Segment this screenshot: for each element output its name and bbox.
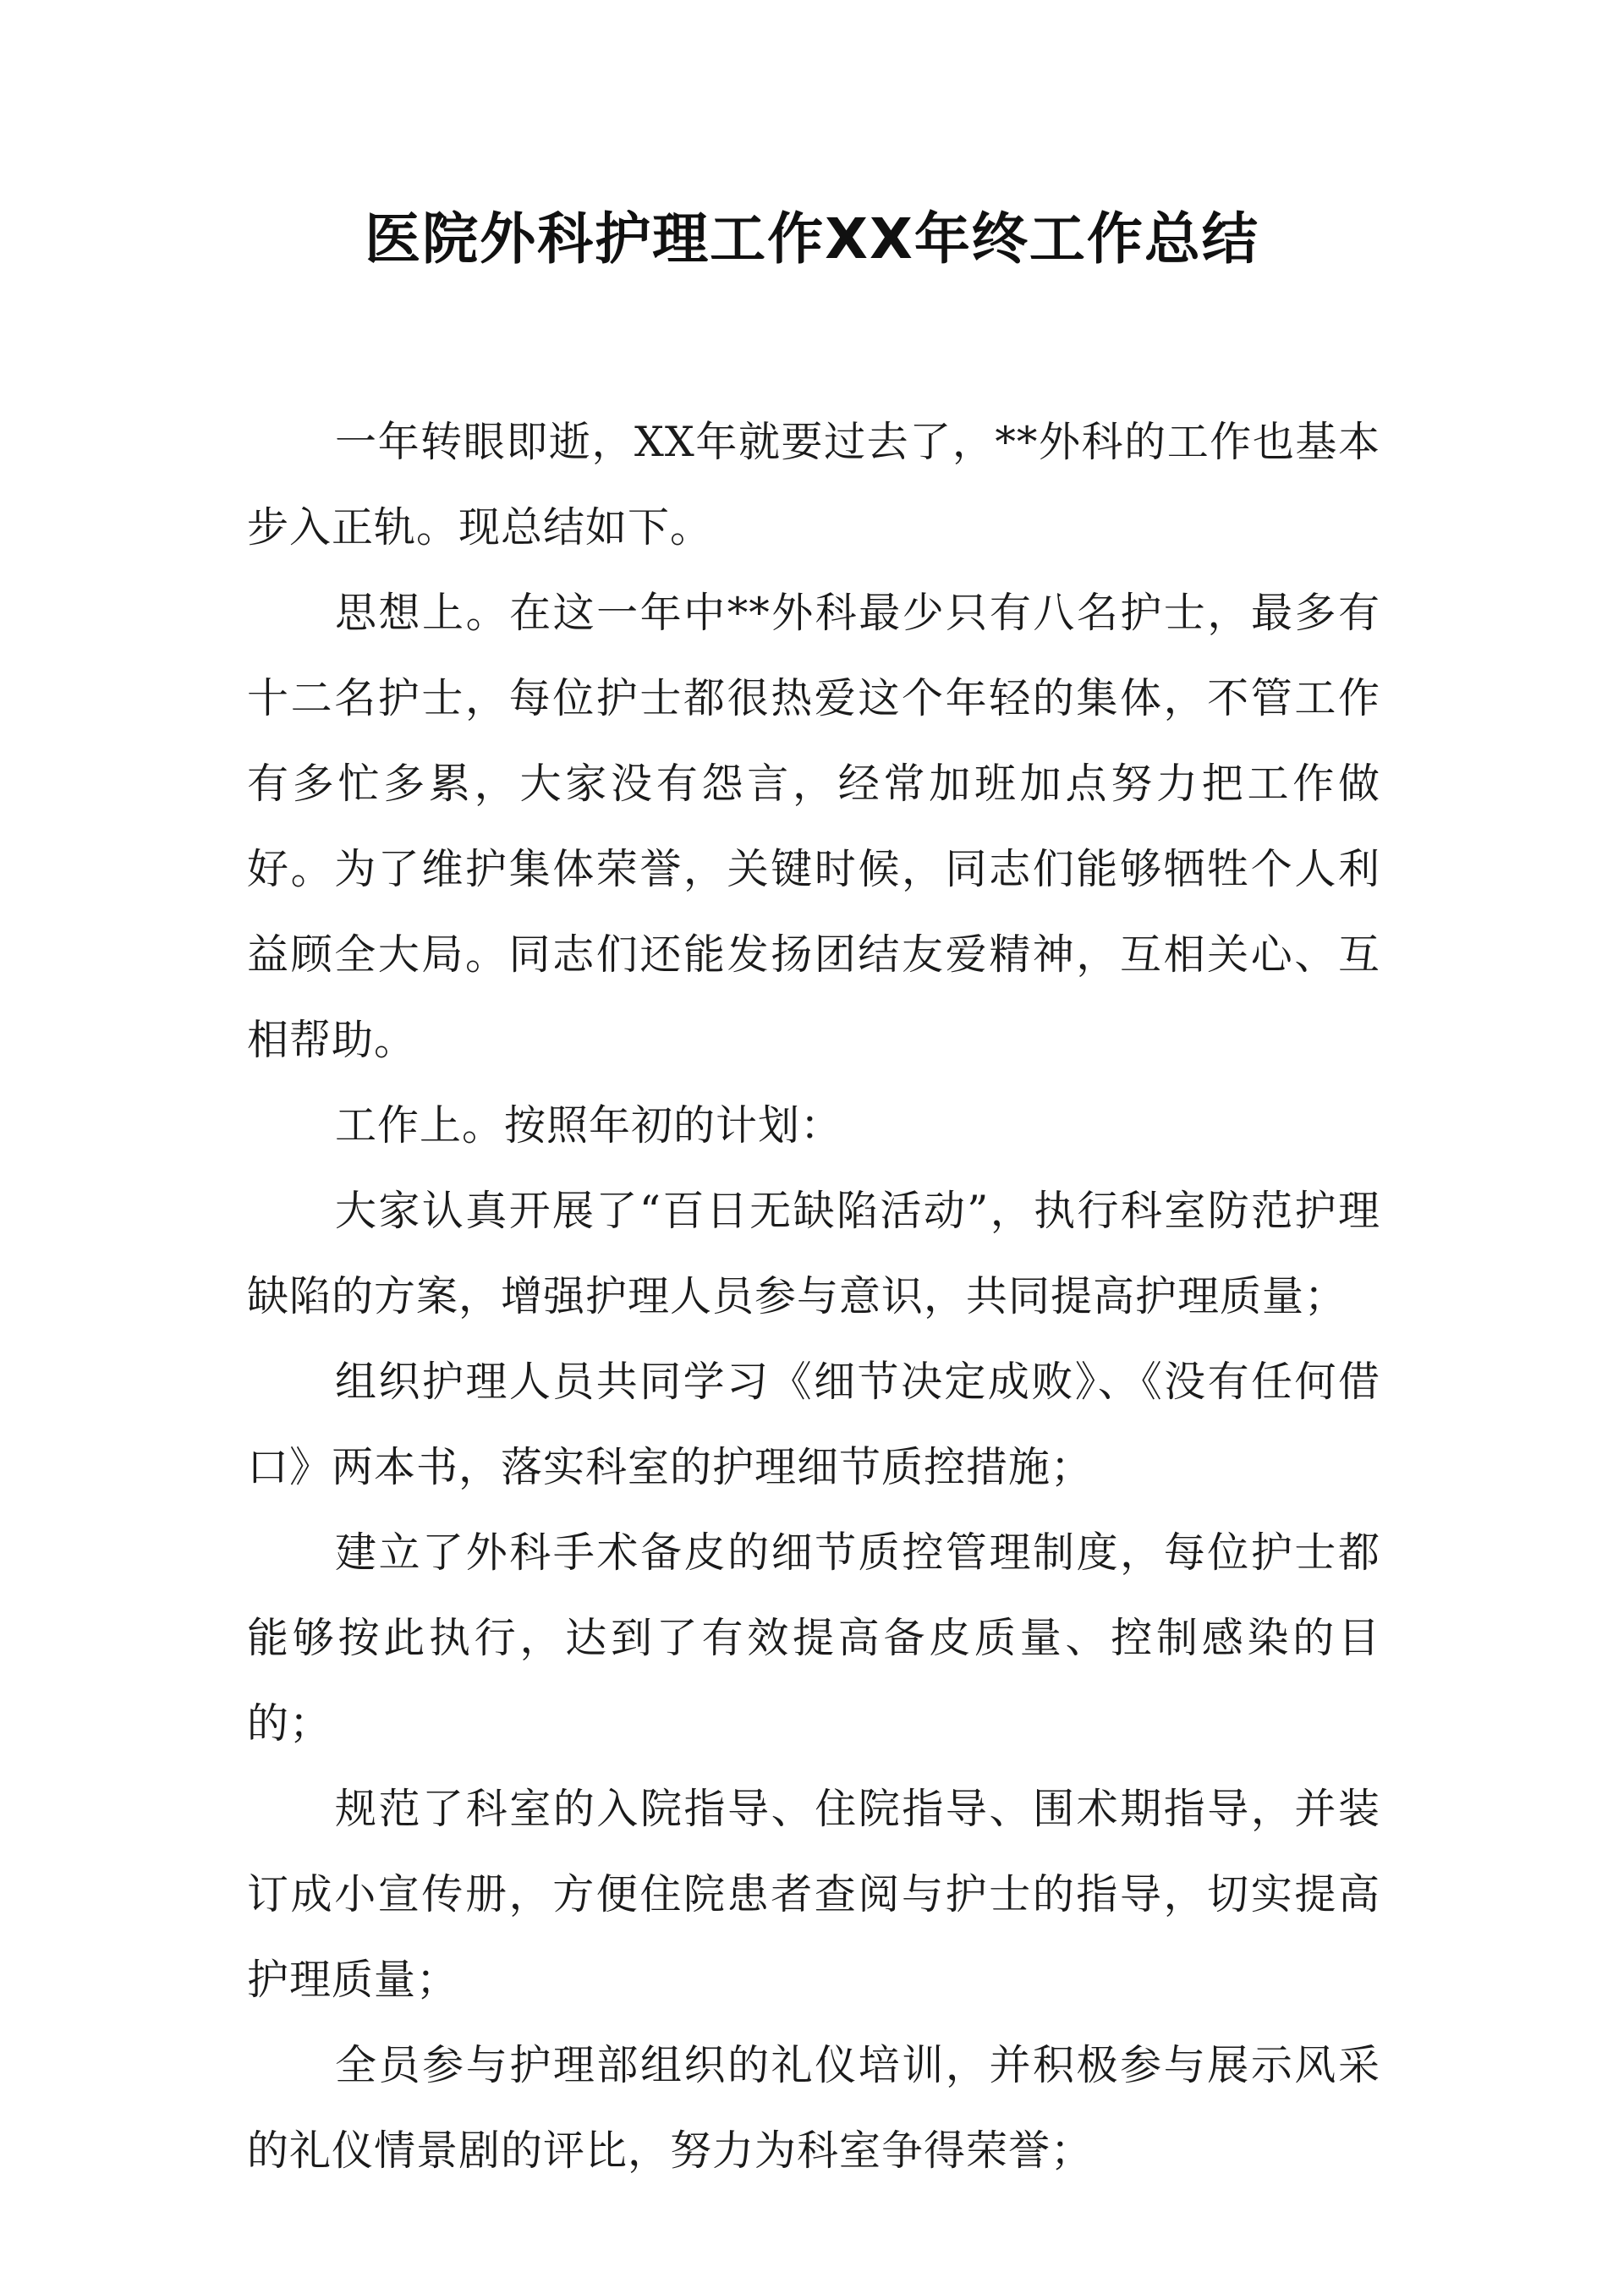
paragraph-intro: 一年转眼即逝，XX年就要过去了，**外科的工作也基本步入正轨。现总结如下。 [247,418,1380,552]
document-body [247,399,1380,2193]
paragraph-etiquette: 全员参与护理部组织的礼仪培训，并积极参与展示风采的礼仪情景剧的评比，努力为科室争得荣誉； [247,2041,1380,2175]
paragraph-study: 组织护理人员共同学习《细节决定成败》、《没有任何借口》两本书，落实科室的护理细节质控措施； [247,1358,1380,1491]
paragraph-skin-prep: 建立了外科手术备皮的细节质控管理制度，每位护士都能够按此执行，达到了有效提高备皮质量、控制感染的目的； [247,1528,1380,1748]
paragraph-thought: 思想上。在这一年中**外科最少只有八名护士，最多有十二名护士，每位护士都很热爱这个年轻的集体，不管工作有多忙多累，大家没有怨言，经常加班加点努力把工作做好。为了维护集体荣誉，关键时候，同志们能够牺牲个人利益顾全大局。同志们还能发扬团结友爱精神，互相关心、互相帮助。 [247,589,1380,1064]
document-title: 医院外科护理工作XX年终工作总结 [365,206,1259,272]
paragraph-guidance: 规范了科室的入院指导、住院指导、围术期指导，并装订成小宣传册，方便住院患者查阅与护士的指导，切实提高护理质量； [247,1785,1380,2004]
paragraph-activity: 大家认真开展了“百日无缺陷活动”，执行科室防范护理缺陷的方案，增强护理人员参与意识，共同提高护理质量； [247,1187,1380,1320]
paragraph-work-intro: 工作上。按照年初的计划： [335,1101,843,1150]
